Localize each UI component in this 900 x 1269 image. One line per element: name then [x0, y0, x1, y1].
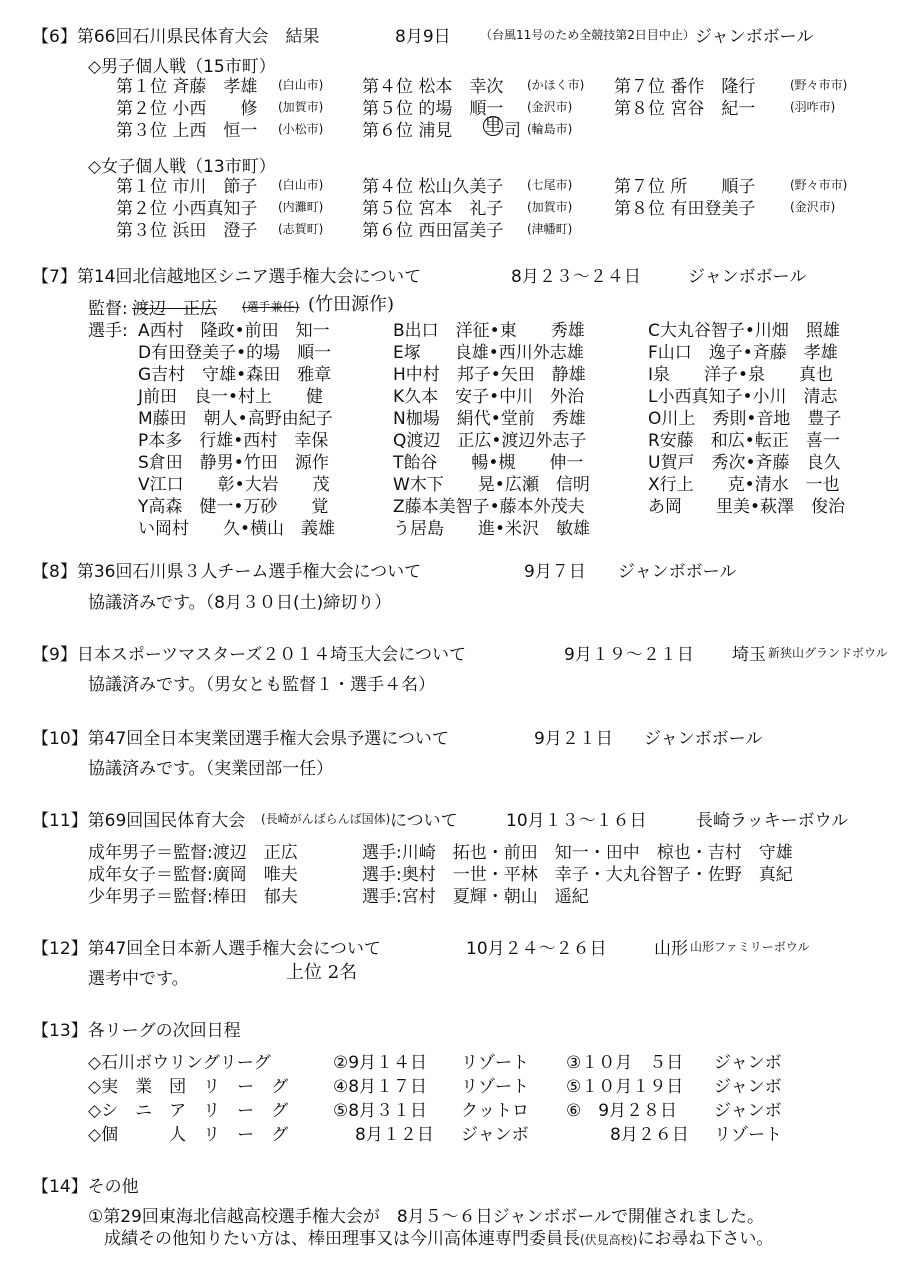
- result-city: (七尾市): [527, 178, 573, 192]
- league-venue: ジャンボ: [714, 1077, 782, 1097]
- league-venue: ジャンボ: [461, 1125, 529, 1145]
- team-pair: O川上 秀則•音地 豊子: [648, 409, 842, 429]
- delegation-coach: 成年女子＝監督:廣岡 唯夫: [88, 865, 298, 885]
- team-pair: B出口 洋征•東 秀雄: [393, 321, 585, 341]
- result-entry: 第２位 小西 修: [116, 99, 258, 119]
- result-entry: 第５位 的場 順一: [362, 99, 504, 119]
- league-name: ◇実 業 団 リ ー グ: [88, 1077, 289, 1097]
- section-11-header: 【11】第69回国民体育大会: [32, 811, 246, 831]
- team-pair: E塚 良雄•西川外志雄: [393, 343, 584, 363]
- team-pair: P本多 行雄•西村 幸保: [138, 431, 329, 451]
- team-pair: V江口 彰•大岩 茂: [138, 475, 330, 495]
- section-9-venue: 埼玉: [732, 645, 766, 665]
- result-entry: 第５位 宮本 礼子: [362, 199, 504, 219]
- section-7-header: 【7】第14回北信越地区シニア選手権大会について: [32, 267, 422, 287]
- section-12-date: 10月２４～２６日: [466, 939, 607, 959]
- section-11-header-tail: について: [390, 811, 458, 831]
- section-10-status: 協議済みです。（実業団部一任）: [88, 759, 334, 779]
- team-pair: F山口 逸子•斉藤 孝雄: [648, 343, 838, 363]
- coach-struck: 渡辺 正広: [132, 299, 217, 319]
- result-entry: 第３位 上西 恒一: [116, 121, 258, 141]
- delegation-players: 選手:宮村 夏輝・朝山 遥紀: [362, 887, 589, 907]
- result-entry: 第８位 有田登美子: [614, 199, 756, 219]
- league-date: 8月２６日: [610, 1125, 689, 1145]
- team-pair: D有田登美子•的場 順一: [138, 343, 332, 363]
- result-city: (津幡町): [527, 222, 573, 236]
- team-pair: Y高森 健一•万砂 覚: [138, 497, 329, 517]
- team-pair: K久本 安子•中川 外治: [393, 387, 585, 407]
- section-12-handwritten: 上位 2名: [286, 962, 358, 983]
- league-venue: ジャンボ: [714, 1053, 782, 1073]
- section-7-venue: ジャンボボール: [688, 267, 807, 287]
- result-city: (金沢市): [790, 200, 836, 214]
- league-date: ⑤8月３１日: [333, 1101, 428, 1121]
- section-7-date: 8月２３～２４日: [511, 267, 641, 287]
- result-city: (野々市市): [790, 78, 848, 92]
- section-9-date: 9月１９～２１日: [564, 645, 694, 665]
- result-entry: 第７位 番作 隆行: [614, 77, 756, 97]
- section-14-line-2-note: (伏見高校): [580, 1233, 638, 1247]
- result-city: (白山市): [278, 178, 324, 192]
- coach-label: 監督:: [88, 299, 128, 319]
- section-10-header: 【10】第47回全日本実業団選手権大会県予選について: [32, 729, 449, 749]
- team-pair: S倉田 静男•竹田 源作: [138, 453, 329, 473]
- team-pair: C大丸谷智子•川畑 照雄: [648, 321, 840, 341]
- league-date: ②9月１４日: [333, 1053, 428, 1073]
- team-pair: J前田 良一•村上 健: [138, 387, 324, 407]
- delegation-coach: 少年男子＝監督:棒田 郁夫: [88, 887, 298, 907]
- league-date: ⑤１０月１９日: [566, 1077, 684, 1097]
- team-pair: Q渡辺 正広•渡辺外志子: [393, 431, 587, 451]
- section-6-date: 8月9日: [395, 27, 451, 47]
- team-pair: X行上 克•清水 一也: [648, 475, 840, 495]
- delegation-coach: 成年男子＝監督:渡辺 正広: [88, 843, 298, 863]
- team-pair: R安藤 和広•転正 喜一: [648, 431, 840, 451]
- section-14-line-2-text: 成績その他知りたい方は、棒田理事又は今川高体連専門委員長: [104, 1229, 580, 1249]
- result-entry: 第４位 松山久美子: [362, 177, 504, 197]
- team-pair: U賀戸 秀次•斉藤 良久: [648, 453, 841, 473]
- section-12-venue: 山形: [654, 939, 688, 959]
- result-entry: 司: [504, 121, 521, 141]
- result-entry: 第８位 宮谷 紀一: [614, 99, 756, 119]
- result-city: (羽咋市): [790, 100, 836, 114]
- delegation-players: 選手:川崎 拓也・前田 知一・田中 椋也・吉村 守雄: [362, 843, 793, 863]
- result-city: (志賀町): [278, 222, 324, 236]
- league-venue: クットロ: [461, 1101, 529, 1121]
- result-entry: 第４位 松本 幸次: [362, 77, 504, 97]
- coach-handwritten: (竹田源作): [308, 294, 395, 315]
- league-venue: リゾート: [714, 1125, 782, 1145]
- players-label: 選手:: [88, 321, 128, 341]
- result-city: (加賀市): [527, 200, 573, 214]
- team-pair: W木下 晃•広瀬 信明: [393, 475, 590, 495]
- section-9-venue-detail: 新狭山グランドボウル: [768, 646, 888, 660]
- section-8-venue: ジャンボボール: [618, 562, 737, 582]
- section-9-header: 【9】日本スポーツマスターズ２０１４埼玉大会について: [32, 645, 466, 665]
- result-city: (輪島市): [527, 122, 573, 136]
- men-title: ◇男子個人戦（15市町）: [88, 57, 276, 77]
- section-6-venue: ジャンボボール: [695, 27, 814, 47]
- coach-struck-note: (選手兼任): [242, 300, 300, 314]
- team-pair: N枷場 絹代•堂前 秀雄: [393, 409, 586, 429]
- section-13-header: 【13】各リーグの次回日程: [32, 1021, 241, 1041]
- section-14-line-2: [104, 1224, 773, 1249]
- section-6-note: （台風11号のため全競技第2日目中止）: [480, 28, 695, 42]
- result-entry: 第１位 市川 節子: [116, 177, 258, 197]
- team-pair: A西村 隆政•前田 知一: [138, 321, 330, 341]
- league-date: ③１０月 ５日: [566, 1053, 684, 1073]
- section-9-status: 協議済みです。（男女とも監督１・選手４名）: [88, 675, 436, 695]
- section-14-line-2-tail: にお尋ね下さい。: [637, 1229, 774, 1249]
- section-11-venue: 長崎ラッキーボウル: [696, 811, 849, 831]
- section-8-date: 9月７日: [524, 562, 586, 582]
- team-pair: G吉村 守雄•森田 雅章: [138, 365, 332, 385]
- result-city: (白山市): [278, 78, 324, 92]
- section-8-header: 【8】第36回石川県３人チーム選手権大会について: [32, 562, 422, 582]
- team-pair: L小西真知子•小川 清志: [648, 387, 838, 407]
- team-pair: I泉 洋子•泉 真也: [648, 365, 834, 385]
- section-11-header-note: (長崎がんばらんば国体): [261, 812, 391, 826]
- league-venue: リゾート: [461, 1053, 529, 1073]
- result-entry: 第７位 所 順子: [614, 177, 756, 197]
- section-12-status: 選考中です。: [88, 969, 189, 989]
- section-10-date: 9月２１日: [534, 729, 613, 749]
- delegation-players: 選手:奥村 一世・平林 幸子・大丸谷智子・佐野 真紀: [362, 865, 793, 885]
- team-pair: う居島 進•米沢 敏雄: [393, 519, 591, 539]
- team-pair: Z藤本美智子•藤本外茂夫: [393, 497, 585, 517]
- section-11-date: 10月１３～１６日: [506, 811, 647, 831]
- result-entry: 第１位 斉藤 孝雄: [116, 77, 258, 97]
- women-title: ◇女子個人戦（13市町）: [88, 157, 276, 177]
- team-pair: い岡村 久•横山 義雄: [138, 519, 336, 539]
- result-city: (かほく市): [527, 78, 585, 92]
- section-6-header: 【6】第66回石川県民体育大会 結果: [32, 27, 320, 47]
- section-14-line-1: ①第29回東海北信越高校選手権大会が 8月５～６日ジャンボボールで開催されました。: [88, 1207, 765, 1227]
- team-pair: M藤田 朝人•高野由紀子: [138, 409, 333, 429]
- result-city: (金沢市): [527, 100, 573, 114]
- result-entry: 第６位 西田冨美子: [362, 221, 504, 241]
- league-date: ④8月１７日: [333, 1077, 428, 1097]
- league-name: ◇石川ボウリングリーグ: [88, 1053, 271, 1073]
- team-pair: H中村 邦子•矢田 静雄: [393, 365, 586, 385]
- section-14-header: 【14】その他: [32, 1177, 139, 1197]
- team-pair: あ岡 里美•萩澤 俊治: [648, 497, 846, 517]
- league-venue: リゾート: [461, 1077, 529, 1097]
- result-entry: 第６位 浦見: [362, 121, 470, 141]
- league-date: 8月１２日: [355, 1125, 434, 1145]
- result-city: (内灘町): [278, 200, 324, 214]
- result-city: (加賀市): [278, 100, 324, 114]
- league-name: ◇個 人 リ ー グ: [88, 1125, 289, 1145]
- section-8-status: 協議済みです。（8月３０日(土)締切り）: [88, 593, 392, 613]
- section-10-venue: ジャンボボール: [644, 729, 763, 749]
- league-venue: ジャンボ: [714, 1101, 782, 1121]
- result-city: (小松市): [278, 122, 324, 136]
- circled-char: 里: [484, 116, 502, 136]
- result-entry: 第３位 浜田 澄子: [116, 221, 258, 241]
- result-entry: 第２位 小西真知子: [116, 199, 258, 219]
- league-date: ⑥ 9月２８日: [566, 1101, 678, 1121]
- section-12-header: 【12】第47回全日本新人選手権大会について: [32, 939, 381, 959]
- league-name: ◇シ ニ ア リ ー グ: [88, 1101, 289, 1121]
- team-pair: T飴谷 暢•槻 伸一: [393, 453, 584, 473]
- result-city: (野々市市): [790, 178, 848, 192]
- section-12-venue-detail: 山形ファミリーボウル: [690, 940, 810, 954]
